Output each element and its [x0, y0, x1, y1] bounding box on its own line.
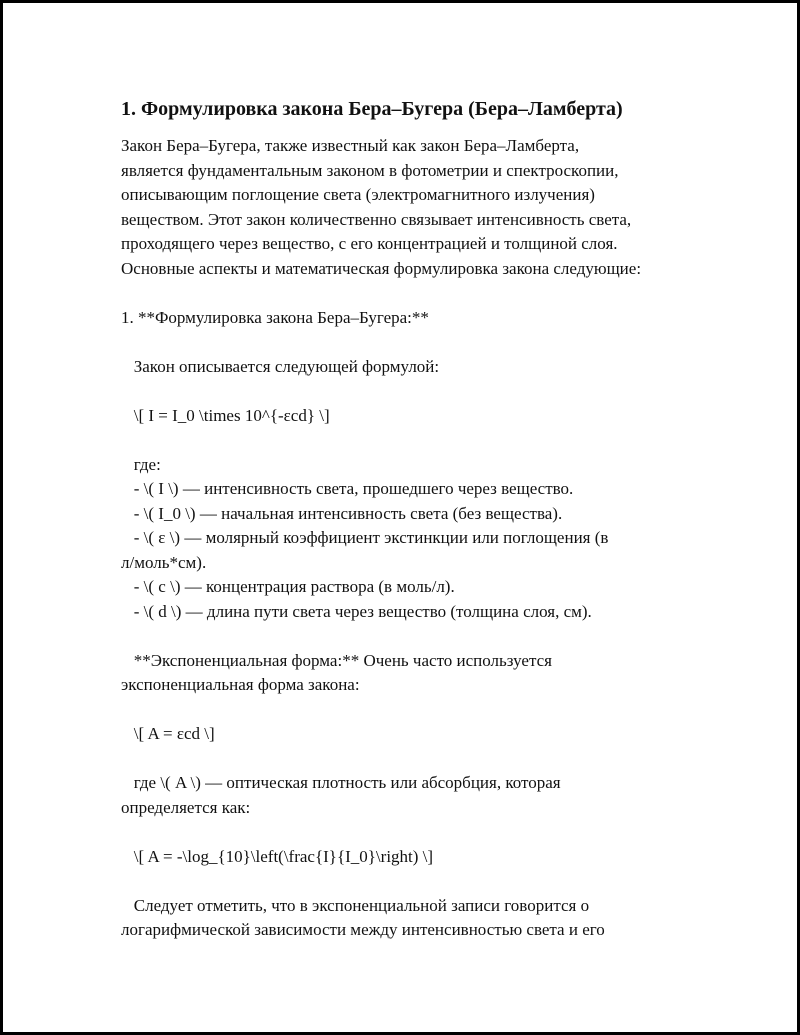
text-line: экспоненциальная форма закона:: [121, 675, 360, 694]
text-line: где \( A \) — оптическая плотность или абсорбция, которая: [121, 773, 561, 792]
text-line: определяется как:: [121, 797, 251, 817]
text-line: Основные аспекты и математическая формулировка закона следующие:: [121, 258, 642, 278]
text-line: - \( c \) — концентрация раствора (в моль/л).: [121, 577, 455, 596]
text-line: где:: [121, 454, 161, 474]
text-line: является фундаментальным законом в фотометрии и спектроскопии,: [121, 160, 619, 180]
section-title: 1. Формулировка закона Бера–Бугера (Бера–Ламберта): [121, 98, 623, 120]
text-line: - \( d \) — длина пути света через вещество (толщина слоя, см).: [121, 601, 592, 621]
text-line: Закон описывается следующей формулой:: [121, 356, 440, 376]
text-line: веществом. Этот закон количественно связывает интенсивность света,: [121, 209, 632, 229]
blank-line: [121, 330, 701, 355]
blank-line: [121, 428, 701, 453]
blank-line: [121, 624, 701, 649]
blank-line: [121, 281, 701, 306]
text-line: описывающим поглощение света (электромагнитного излучения): [121, 185, 595, 204]
text-line: л/моль*см).: [121, 552, 207, 572]
text-line: - \( I \) — интенсивность света, прошедшего через вещество.: [121, 479, 574, 498]
text-line: Закон Бера–Бугера, также известный как закон Бера–Ламберта,: [121, 136, 580, 155]
text-line: \[ I = I_0 \times 10^{-εcd} \]: [121, 405, 330, 425]
text-line: Следует отметить, что в экспоненциальной записи говорится о: [121, 895, 590, 915]
blank-line: [121, 698, 701, 723]
text-line: логарифмической зависимости между интенсивностью света и его: [121, 920, 605, 939]
blank-line: [121, 869, 701, 894]
text-line: проходящего через вещество, с его концентрацией и толщиной слоя.: [121, 234, 618, 253]
text-line: \[ A = -\log_{10}\left(\frac{I}{I_0}\right) \]: [121, 846, 434, 866]
text-line: **Экспоненциальная форма:** Очень часто используется: [121, 650, 552, 670]
blank-line: [121, 379, 701, 404]
blank-line: [121, 820, 701, 845]
text-line: - \( ε \) — молярный коэффициент экстинкции или поглощения (в: [121, 528, 609, 547]
blank-line: [121, 747, 701, 772]
text-line: 1. **Формулировка закона Бера–Бугера:**: [121, 307, 429, 327]
text-line: - \( I_0 \) — начальная интенсивность света (без вещества).: [121, 503, 563, 523]
document-content: [121, 95, 701, 943]
text-line: \[ A = εcd \]: [121, 724, 215, 743]
document-body: [121, 134, 701, 943]
